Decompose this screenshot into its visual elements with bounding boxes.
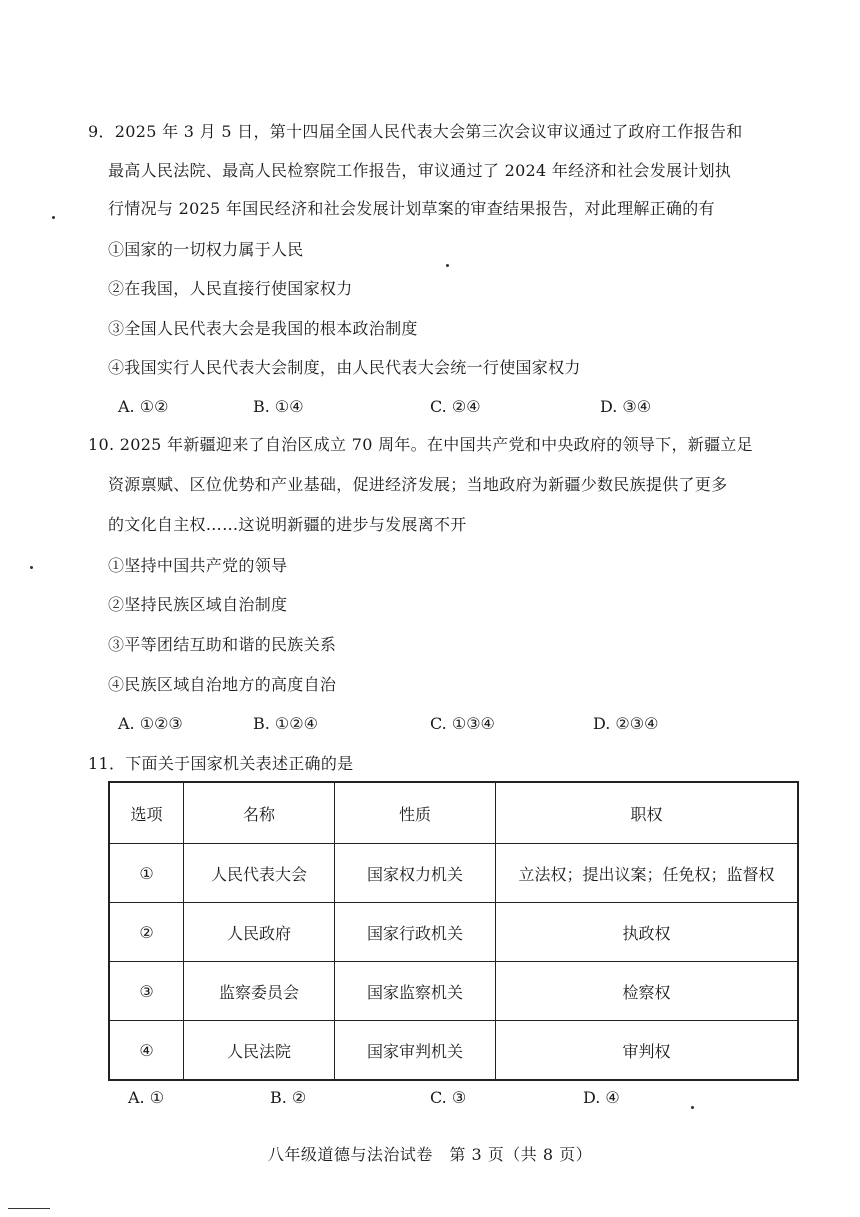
cell-option: ③ bbox=[109, 962, 184, 1021]
q10-stem-line-2: 资源禀赋、区位优势和产业基础，促进经济发展；当地政府为新疆少数民族提供了更多 bbox=[108, 475, 728, 494]
header-option: 选项 bbox=[109, 782, 184, 844]
table-row bbox=[109, 844, 798, 903]
q10-stem-line-3: 的文化自主权……这说明新疆的进步与发展离不开 bbox=[108, 515, 467, 534]
q11-option-b[interactable]: B. ② bbox=[270, 1088, 307, 1107]
scan-speck bbox=[52, 216, 55, 219]
q10-item-3: ③平等团结互助和谐的民族关系 bbox=[108, 635, 337, 654]
q9-item-2: ②在我国，人民直接行使国家权力 bbox=[108, 279, 353, 298]
cell-name: 人民代表大会 bbox=[184, 844, 335, 903]
q10-option-a[interactable]: A. ①②③ bbox=[118, 714, 183, 733]
q9-item-1: ①国家的一切权力属于人民 bbox=[108, 240, 304, 259]
q9-option-b[interactable]: B. ①④ bbox=[253, 397, 304, 416]
q10-option-b[interactable]: B. ①②④ bbox=[253, 714, 318, 733]
q10-stem-line-1: 10. 2025 年新疆迎来了自治区成立 70 周年。在中国共产党和中央政府的领导下，新疆立足 bbox=[88, 435, 753, 454]
table-row bbox=[109, 962, 798, 1021]
scan-speck bbox=[446, 264, 449, 267]
q11-option-a[interactable]: A. ① bbox=[128, 1088, 165, 1107]
q9-stem-line-1: 9．2025 年 3 月 5 日，第十四届全国人民代表大会第三次会议审议通过了政府工作报告和 bbox=[88, 122, 743, 141]
q9-option-a[interactable]: A. ①② bbox=[118, 397, 169, 416]
cell-nature: 国家监察机关 bbox=[335, 962, 496, 1021]
cell-option: ④ bbox=[109, 1021, 184, 1081]
q9-item-4: ④我国实行人民代表大会制度，由人民代表大会统一行使国家权力 bbox=[108, 358, 581, 377]
table-row bbox=[109, 1021, 798, 1081]
cell-option: ② bbox=[109, 903, 184, 962]
cell-nature: 国家行政机关 bbox=[335, 903, 496, 962]
q10-option-d[interactable]: D. ②③④ bbox=[593, 714, 659, 733]
state-organs-table bbox=[108, 781, 799, 1081]
scan-speck bbox=[30, 566, 33, 569]
cell-powers: 审判权 bbox=[496, 1021, 799, 1081]
cell-name: 人民法院 bbox=[184, 1021, 335, 1081]
cell-option: ① bbox=[109, 844, 184, 903]
q9-stem-line-3: 行情况与 2025 年国民经济和社会发展计划草案的审查结果报告，对此理解正确的有 bbox=[108, 199, 715, 218]
q11-option-d[interactable]: D. ④ bbox=[583, 1088, 620, 1107]
q10-option-c[interactable]: C. ①③④ bbox=[430, 714, 495, 733]
scan-speck bbox=[691, 1106, 694, 1109]
cell-nature: 国家审判机关 bbox=[335, 1021, 496, 1081]
q9-stem-line-2: 最高人民法院、最高人民检察院工作报告，审议通过了 2024 年经济和社会发展计划执 bbox=[108, 161, 732, 180]
q10-item-4: ④民族区域自治地方的高度自治 bbox=[108, 675, 337, 694]
cell-name: 监察委员会 bbox=[184, 962, 335, 1021]
cell-powers: 执政权 bbox=[496, 903, 799, 962]
header-name: 名称 bbox=[184, 782, 335, 844]
cell-name: 人民政府 bbox=[184, 903, 335, 962]
header-powers: 职权 bbox=[496, 782, 799, 844]
header-nature: 性质 bbox=[335, 782, 496, 844]
footer-rule bbox=[8, 1208, 50, 1209]
q9-item-3: ③全国人民代表大会是我国的根本政治制度 bbox=[108, 319, 418, 338]
table-row bbox=[109, 903, 798, 962]
q10-item-1: ①坚持中国共产党的领导 bbox=[108, 556, 288, 575]
q11-option-c[interactable]: C. ③ bbox=[430, 1088, 467, 1107]
q9-option-c[interactable]: C. ②④ bbox=[430, 397, 481, 416]
table-header-row bbox=[109, 782, 798, 844]
cell-powers: 检察权 bbox=[496, 962, 799, 1021]
q10-item-2: ②坚持民族区域自治制度 bbox=[108, 595, 288, 614]
cell-nature: 国家权力机关 bbox=[335, 844, 496, 903]
q11-stem: 11．下面关于国家机关表述正确的是 bbox=[88, 754, 354, 773]
cell-powers: 立法权；提出议案；任免权；监督权 bbox=[496, 844, 799, 903]
q9-option-d[interactable]: D. ③④ bbox=[600, 397, 652, 416]
page-footer: 八年级道德与法治试卷 第 3 页（共 8 页） bbox=[267, 1145, 593, 1164]
